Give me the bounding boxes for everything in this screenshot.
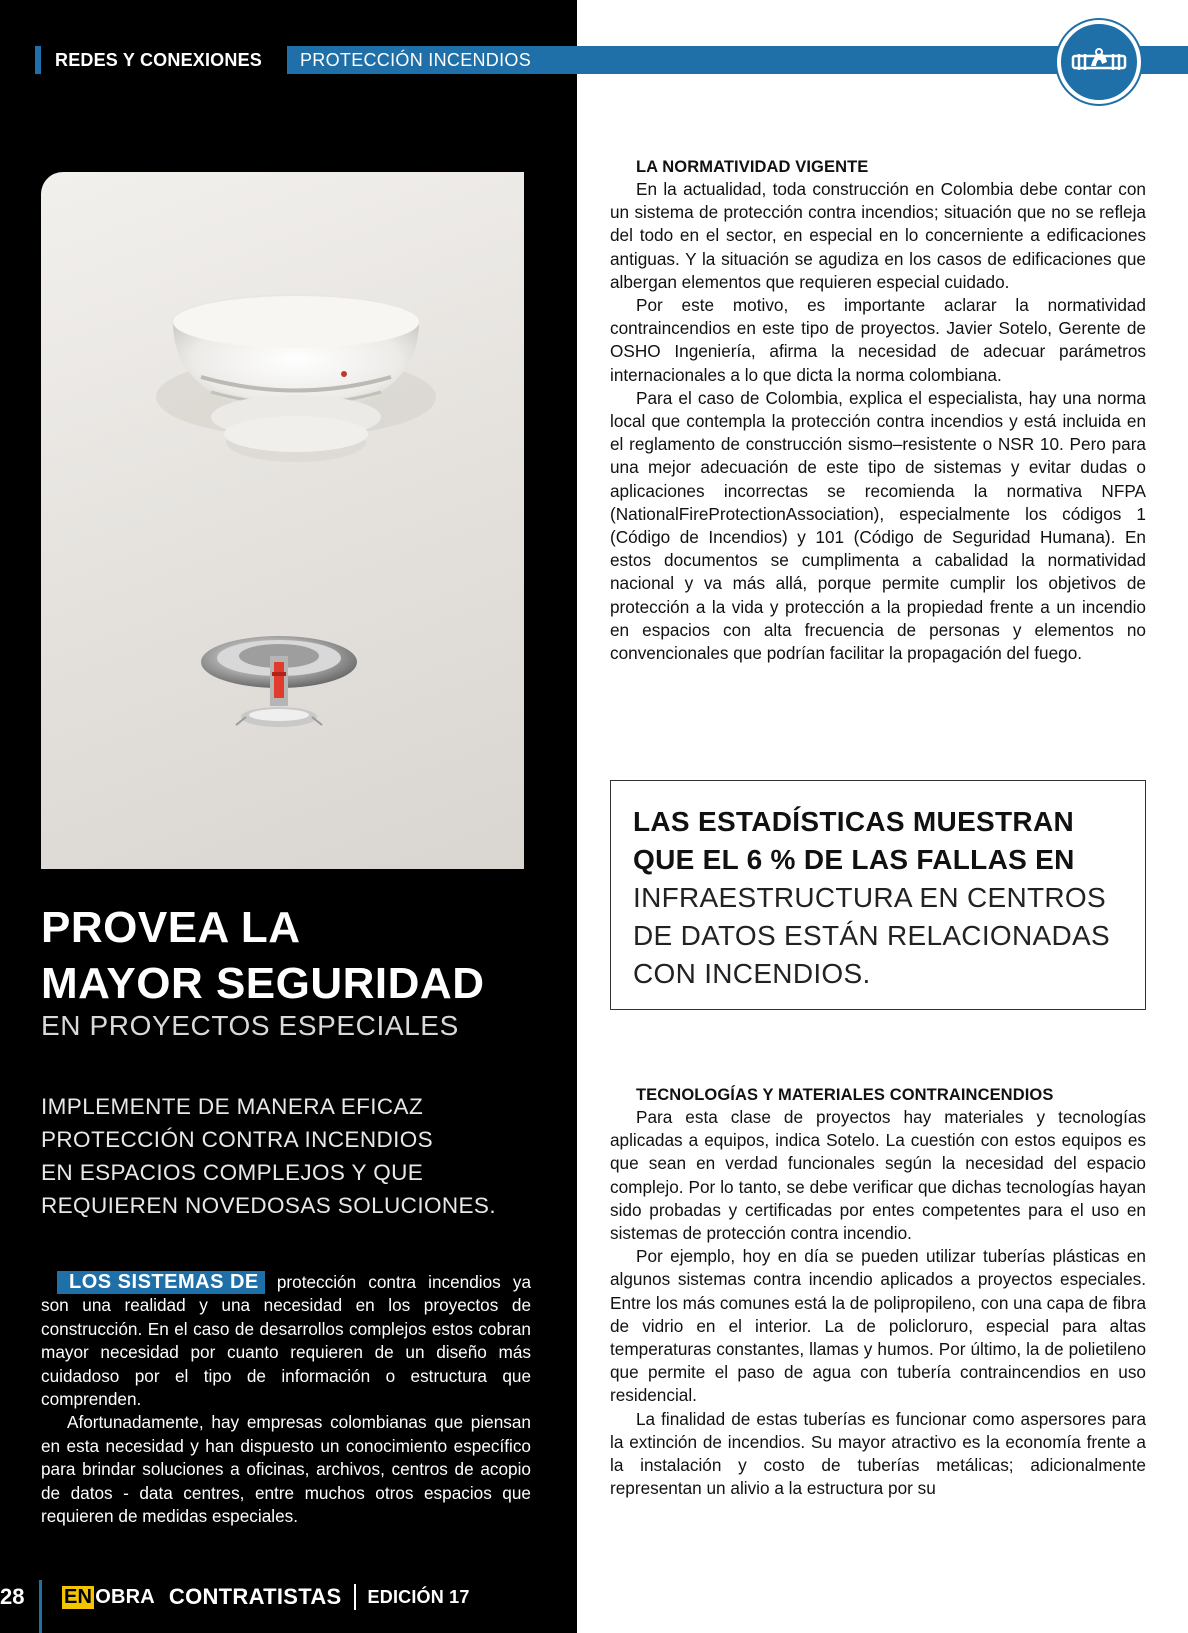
title-line-2: MAYOR SEGURIDAD — [41, 959, 485, 1008]
section-heading: TECNOLOGÍAS Y MATERIALES CONTRAINCENDIOS — [636, 1086, 1054, 1104]
left-body-text — [41, 1271, 531, 1528]
page-number: 28 — [0, 1584, 25, 1609]
intro-line: REQUIEREN NOVEDOSAS SOLUCIONES. — [41, 1193, 496, 1218]
header-section-label: REDES Y CONEXIONES — [55, 50, 262, 70]
article-title — [41, 900, 561, 1012]
footer-brand — [62, 1584, 470, 1610]
intro-line: EN ESPACIOS COMPLEJOS Y QUE — [41, 1160, 424, 1185]
body-paragraph: La finalidad de estas tuberías es funcionar como aspersores para la extinción de incendios. Su mayor atractivo es la economía frente a la instalación y costo de tuberías metálicas; adicionalmente representan un alivio a la estructura por su — [610, 1408, 1146, 1499]
header-accent — [35, 46, 41, 74]
title-line-1: PROVEA LA — [41, 903, 301, 952]
footer-divider — [39, 1580, 42, 1633]
quote-line: INFRAESTRUCTURA EN CENTROS — [633, 882, 1106, 913]
wrench-pipe-icon — [1071, 44, 1127, 80]
article-intro — [41, 1090, 541, 1222]
brand-obra: OBRA — [95, 1585, 155, 1608]
quote-line: DE DATOS ESTÁN RELACIONADAS — [633, 920, 1110, 951]
right-column-section-2 — [610, 1084, 1146, 1500]
article-subtitle: EN PROYECTOS ESPECIALES — [41, 1010, 459, 1041]
lead-text: protección contra incendios ya son una realidad y una necesidad en los proyectos de construcción. En el caso de desarrollos complejos estos cobran mayor necesidad por cuanto requieren de un diseño más cuidadoso por el tipo de información o estructura que comprenden. — [41, 1272, 531, 1410]
body-paragraph: Por ejemplo, hoy en día se pueden utilizar tuberías plásticas en algunos sistemas contra incendio aplicados a proyectos especiales. Entre los más comunes está la de polipropileno, con una capa de fibra de vidrio en el interior. La de policloruro, especial para altas temperaturas constantes, llamas y humos. Por último, la de polietileno que permite el paso de agua con tubería contraincendios en uso residencial. — [610, 1246, 1147, 1406]
brand-en: EN — [64, 1585, 93, 1608]
quote-line-bold: QUE EL 6 % DE LAS FALLAS EN — [633, 844, 1075, 875]
lead-paragraph — [41, 1271, 531, 1411]
body-paragraph: Para esta clase de proyectos hay materiales y tecnologías aplicadas a equipos, indica Sotelo. La cuestión con estos equipos es que sean en verdad funcionales según la necesidad del espacio complejo. Por lo tanto, se debe verificar que dichas tecnologías hayan sido probadas y certificadas por entes competentes para el uso en sistemas de protección contra incendio. — [610, 1107, 1146, 1244]
brand-contratistas: CONTRATISTAS — [168, 1584, 342, 1609]
pull-quote-box — [610, 780, 1146, 1010]
header-topic-label: PROTECCIÓN INCENDIOS — [300, 50, 532, 70]
section-heading: LA NORMATIVIDAD VIGENTE — [636, 158, 869, 176]
smoke-detector-sprinkler-illustration — [41, 172, 524, 869]
hero-photo — [41, 172, 524, 869]
body-paragraph: Por este motivo, es importante aclarar la normatividad contraincendios en este tipo de proyectos. Javier Sotelo, Gerente de OSHO Ingeniería, afirma la necesidad de adecuar parámetros internacionales a lo que dicta la norma colombiana. — [610, 295, 1146, 385]
header-badge — [1057, 20, 1141, 104]
right-column-section-1 — [610, 156, 1146, 665]
lead-highlight: LOS SISTEMAS DE — [57, 1271, 265, 1294]
body-paragraph: Afortunadamente, hay empresas colombianas que piensan en esta necesidad y han dispuesto un conocimiento específico para brindar soluciones a oficinas, archivos, centros de acopio de datos - data centres, entre muchos otros espacios que requieren de medidas especiales. — [41, 1412, 531, 1527]
body-paragraph: Para el caso de Colombia, explica el especialista, hay una norma local que contempla la protección contra incendios y está incluida en el reglamento de construcción sismo–resistente o NSR 10. Pero para una mejor adecuación de este tipo de sistemas y evitar dudas o aplicaciones incorrectas se recomienda la normativa NFPA (NationalFireProtectionAssociation), especialmente los códigos 1 (Código de Incendios) y 101 (Código de Seguridad Humana). En estos documentos se cumplimenta a cabalidad la normatividad nacional y va más allá, porque permite cumplir los objetivos de protección a la vida y protección a la propiedad frente a un incendio en espacios con alta frecuencia de personas y elementos no convencionales que podrían facilitar la propagación del fuego. — [610, 387, 1146, 664]
body-paragraph: En la actualidad, toda construcción en Colombia debe contar con un sistema de protección contra incendios; situación que no se refleja del todo en el sector, en especial en lo concerniente a edificaciones antiguas. Y la situación se agudiza en los casos de edificaciones que albergan elementos que requieren especial cuidado. — [610, 179, 1146, 292]
edition-label: EDICIÓN 17 — [367, 1586, 470, 1607]
intro-line: PROTECCIÓN CONTRA INCENDIOS — [41, 1127, 434, 1152]
quote-line-bold: LAS ESTADÍSTICAS MUESTRAN — [633, 806, 1074, 837]
intro-line: IMPLEMENTE DE MANERA EFICAZ — [41, 1094, 424, 1119]
quote-line: CON INCENDIOS. — [633, 958, 871, 989]
brand-separator — [354, 1584, 356, 1610]
